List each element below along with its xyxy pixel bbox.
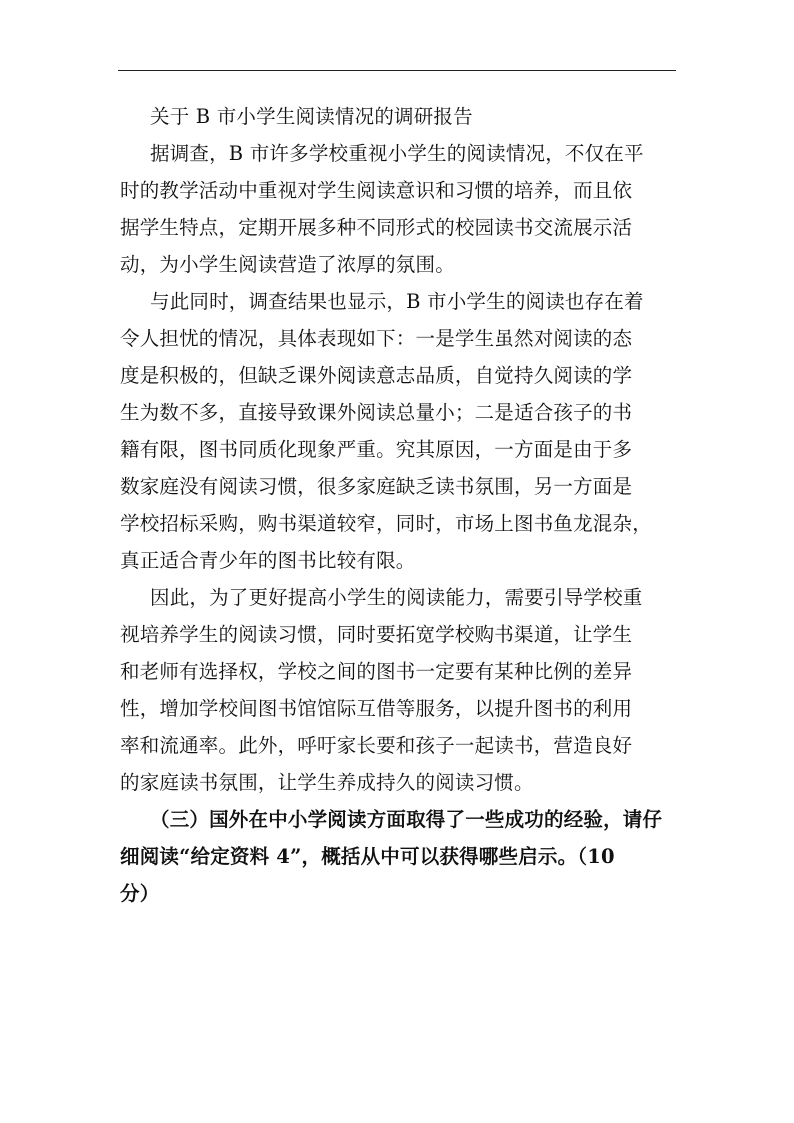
paragraph-line: 率和流通率。此外，呼吁家长要和孩子一起读书，营造良好: [120, 734, 633, 757]
question-line: 细阅读“给定资料 4”，概括从中可以获得哪些启示。（10: [120, 845, 615, 868]
paragraph-line: 学校招标采购，购书渠道较窄，同时，市场上图书鱼龙混杂，: [120, 512, 652, 535]
paragraph-line: 令人担忧的情况，具体表现如下：一是学生虽然对阅读的态: [120, 327, 633, 350]
paragraph-line: 性，增加学校间图书馆馆际互借等服务，以提升图书的利用: [120, 697, 633, 720]
paragraph-line: 与此同时，调查结果也显示，B 市小学生的阅读也存在着: [150, 290, 644, 313]
paragraph-line: 度是积极的，但缺乏课外阅读意志品质，自觉持久阅读的学: [120, 364, 633, 387]
paragraph-line: 的家庭读书氛围，让学生养成持久的阅读习惯。: [120, 771, 534, 794]
paragraph-line: 据调查，B 市许多学校重视小学生的阅读情况，不仅在平: [150, 142, 644, 165]
header-rule: [118, 70, 676, 71]
paragraph-line: 和老师有选择权，学校之间的图书一定要有某种比例的差异: [120, 660, 633, 683]
paragraph-line: 因此，为了更好提高小学生的阅读能力，需要引导学校重: [150, 586, 643, 609]
document-title: 关于 B 市小学生阅读情况的调研报告: [150, 105, 473, 128]
paragraph-line: 据学生特点，定期开展多种不同形式的校园读书交流展示活: [120, 216, 633, 239]
paragraph-2: [120, 283, 680, 579]
paragraph-line: 动，为小学生阅读营造了浓厚的氛围。: [120, 253, 455, 276]
paragraph-line: 籍有限，图书同质化现象严重。究其原因，一方面是由于多: [120, 438, 633, 461]
question-line: （三）国外在中小学阅读方面取得了一些成功的经验，请仔: [150, 808, 663, 831]
paragraph-line: 时的教学活动中重视对学生阅读意识和习惯的培养，而且依: [120, 179, 633, 202]
paragraph-line: 视培养学生的阅读习惯，同时要拓宽学校购书渠道，让学生: [120, 623, 633, 646]
document-body: [120, 98, 680, 912]
paragraph-line: 生为数不多，直接导致课外阅读总量小；二是适合孩子的书: [120, 401, 633, 424]
paragraph-line: 数家庭没有阅读习惯，很多家庭缺乏读书氛围，另一方面是: [120, 475, 633, 498]
paragraph-1: [120, 135, 680, 283]
paragraph-line: 真正适合青少年的图书比较有限。: [120, 549, 416, 572]
question-line: 分）: [120, 882, 160, 905]
paragraph-3: [120, 579, 680, 801]
question-block: [120, 801, 680, 912]
